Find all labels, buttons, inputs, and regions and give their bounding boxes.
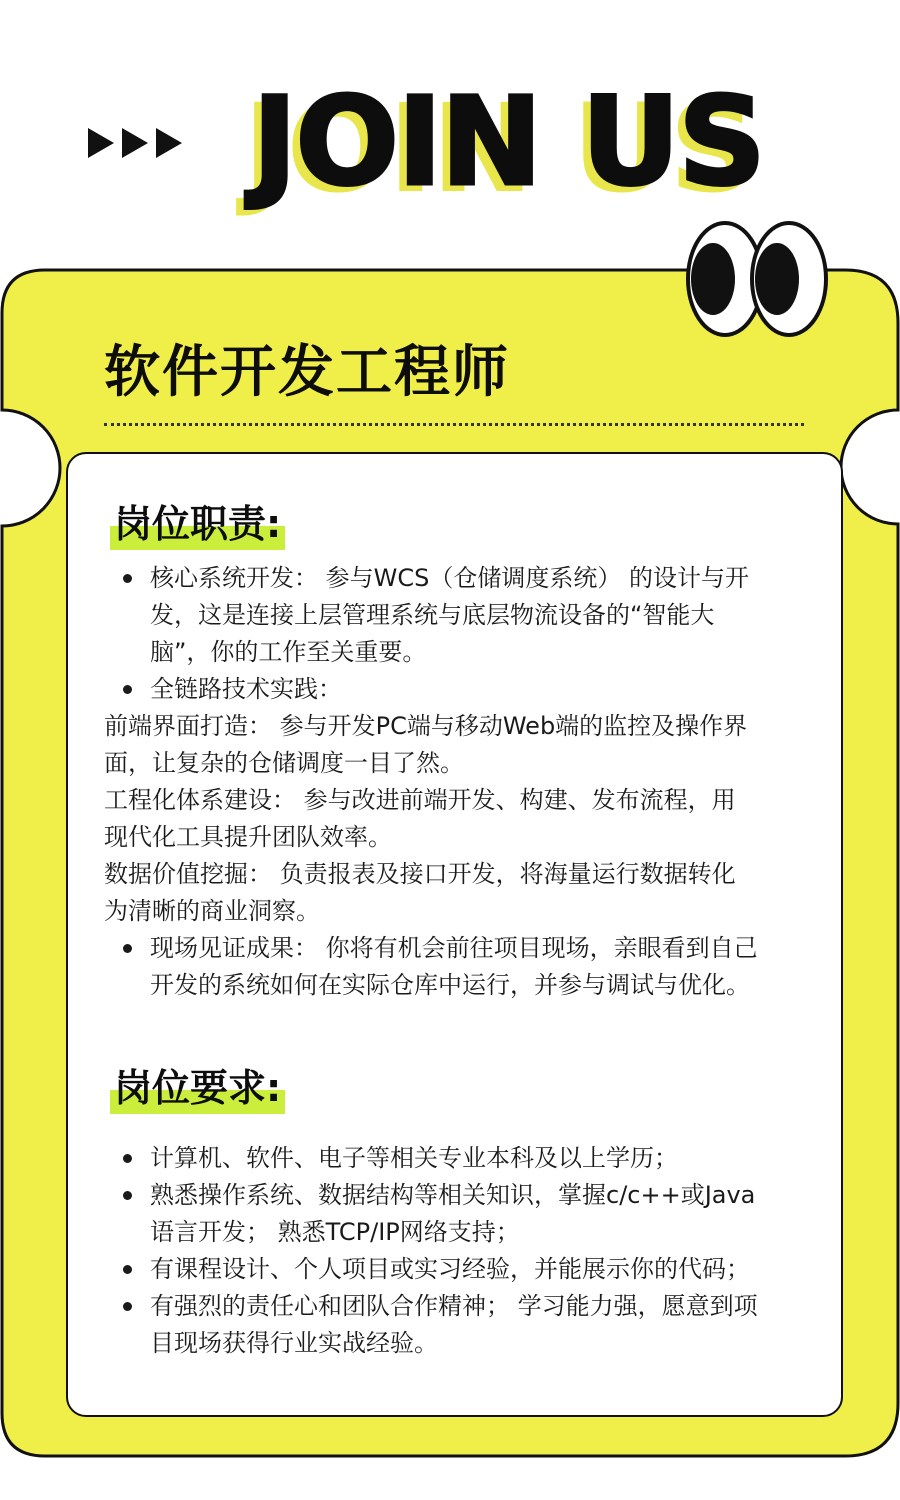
list-item-line: 有强烈的责任心和团队合作精神； 学习能力强，愿意到项 xyxy=(150,1292,758,1320)
list-item xyxy=(104,1177,829,1251)
list-item-line: 面，让复杂的仓储调度一目了然。 xyxy=(104,749,464,777)
list-subitem xyxy=(104,856,829,930)
arrow-icon xyxy=(156,128,182,158)
list-item-line: 现代化工具提升团队效率。 xyxy=(104,823,392,851)
list-item-line: 发，这是连接上层管理系统与底层物流设备的“智能大 xyxy=(150,601,715,629)
job-title: 软件开发工程师 xyxy=(104,340,510,405)
list-item xyxy=(104,1288,829,1362)
play-arrows-icon xyxy=(88,128,182,158)
list-item-line: 脑”，你的工作至关重要。 xyxy=(150,638,427,666)
list-item-line: 计算机、软件、电子等相关专业本科及以上学历； xyxy=(150,1144,678,1172)
list-item-line: 工程化体系建设： 参与改进前端开发、构建、发布流程，用 xyxy=(104,786,736,814)
arrow-icon xyxy=(122,128,148,158)
dotted-divider xyxy=(104,423,804,426)
list-item-line: 为清晰的商业洞察。 xyxy=(104,897,320,925)
cartoon-eyes-icon xyxy=(683,218,833,340)
list-item xyxy=(104,560,829,671)
list-item-line: 语言开发； 熟悉TCP/IP网络支持； xyxy=(150,1218,520,1246)
duties-heading-text: 岗位职责: xyxy=(110,498,285,550)
list-subitem xyxy=(104,708,829,782)
list-subitem xyxy=(104,782,829,856)
headline: JOIN US xyxy=(252,71,765,213)
list-item-line: 熟悉操作系统、数据结构等相关知识，掌握c/c++或Java xyxy=(150,1181,756,1209)
list-item xyxy=(104,671,829,708)
list-item-line: 数据价值挖掘： 负责报表及接口开发，将海量运行数据转化 xyxy=(104,860,736,888)
requirements-list xyxy=(104,1140,829,1362)
list-item-line: 开发的系统如何在实际仓库中运行，并参与调试与优化。 xyxy=(150,971,750,999)
duties-list xyxy=(104,560,829,1004)
list-item xyxy=(104,930,829,1004)
list-item-line: 全链路技术实践： xyxy=(150,675,342,703)
arrow-icon xyxy=(88,128,114,158)
list-item xyxy=(104,1251,829,1288)
list-item-line: 核心系统开发： 参与WCS（仓储调度系统） 的设计与开 xyxy=(150,564,749,592)
duties-heading xyxy=(110,498,285,550)
list-item-line: 现场见证成果： 你将有机会前往项目现场，亲眼看到自己 xyxy=(150,934,758,962)
list-item-line: 前端界面打造： 参与开发PC端与移动Web端的监控及操作界 xyxy=(104,712,748,740)
requirements-heading xyxy=(110,1062,285,1114)
list-item-line: 有课程设计、个人项目或实习经验，并能展示你的代码； xyxy=(150,1255,750,1283)
list-item xyxy=(104,1140,829,1177)
list-item-line: 目现场获得行业实战经验。 xyxy=(150,1329,438,1357)
requirements-heading-text: 岗位要求: xyxy=(110,1062,285,1114)
